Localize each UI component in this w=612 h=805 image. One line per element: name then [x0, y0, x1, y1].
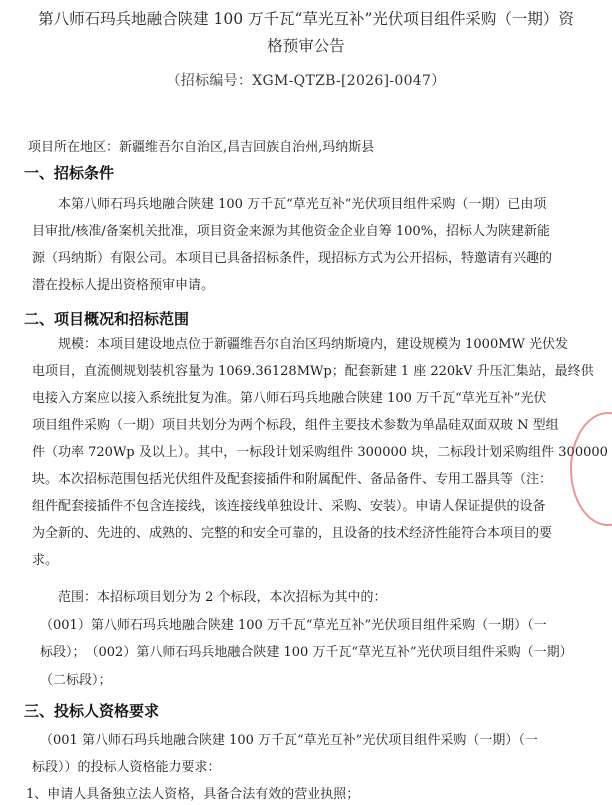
- red-seal-stamp: [570, 412, 612, 526]
- section2-line: 规模：本项目建设地点位于新疆维吾尔自治区玛纳斯境内，建设规模为 1000MW 光伏发: [58, 337, 569, 352]
- document-title-line2: 格预审公告: [267, 37, 345, 55]
- section2-line: 件（功率 720Wp 及以上）。其中，一标段计划采购组件 300000 块，二标段计划采购组件 300000: [32, 445, 608, 460]
- section2-line: 电接入方案应以接入系统批复为准。第八师石玛兵地融合陕建 100 万千瓦“草光互补”光伏: [32, 391, 547, 406]
- section-heading-bidder-qualifications: 三、投标人资格要求: [24, 702, 160, 720]
- section2-line: 组件配套接插件不包含连接线，该连接线单独设计、采购、安装）。申请人保证提供的设备: [32, 499, 546, 514]
- section2-line: 电项目，直流侧规划装机容量为 1069.36128MWp；配套新建 1 座 220kV 升压汇集站，最终供: [32, 364, 594, 379]
- section-heading-tender-conditions: 一、招标条件: [24, 164, 115, 182]
- section-heading-project-overview: 二、项目概况和招标范围: [24, 310, 190, 328]
- section1-line: 源（玛纳斯）有限公司。本项目已具备招标条件，现招标方式为公开招标，特邀请有兴趣的: [32, 251, 553, 266]
- section2-line: 求。: [32, 553, 59, 568]
- section3-line: （001 第八师石玛兵地融合陕建 100 万千瓦“草光互补”光伏项目组件采购（一期）（一: [40, 733, 538, 748]
- section2-line: 项目组件采购（一期）项目共划分为两个标段，组件主要技术参数为单晶硅双面双玻 N 型组: [32, 418, 559, 433]
- section3-line: 1、申请人具备独立法人资格，具备合法有效的营业执照；: [26, 787, 360, 802]
- scope-line: 范围：本招标项目划分为 2 个标段，本次招标为其中的：: [58, 590, 387, 605]
- section1-line: 潜在投标人提出资格预审申请。: [32, 278, 215, 293]
- section2-line: 块。本次招标范围包括光伏组件及配套接插件和附属配件、备品备件、专用工器具等（注：: [32, 472, 553, 487]
- tender-code: （招标编号：XGM-QTZB-[2026]-0047）: [166, 73, 446, 89]
- section2-line: 为全新的、先进的、成熟的、完整的和安全可靠的，且设备的技术经济性能符合本项目的要: [32, 526, 553, 541]
- section1-line: 目审批/核准/备案机关批准，项目资金来源为其他资金企业自筹 100%，招标人为陕建新能: [32, 224, 551, 239]
- section3-line: 标段））的投标人资格能力要求：: [32, 760, 221, 775]
- scope-line: （二标段）；: [40, 673, 112, 688]
- section1-line: 本第八师石玛兵地融合陕建 100 万千瓦“草光互补”光伏项目组件采购（一期）已由项: [58, 197, 547, 212]
- project-location: 项目所在地区：新疆维吾尔自治区,昌吉回族自治州,玛纳斯县: [28, 140, 375, 155]
- scope-line: 标段）； （002）第八师石玛兵地融合陕建 100 万千瓦“草光互补”光伏项目组件采购（一期）: [40, 645, 573, 660]
- scope-line: （001）第八师石玛兵地融合陕建 100 万千瓦“草光互补”光伏项目组件采购（一期）（一: [40, 618, 547, 633]
- document-title-line1: 第八师石玛兵地融合陕建 100 万千瓦“草光互补”光伏项目组件采购（一期）资: [38, 10, 574, 28]
